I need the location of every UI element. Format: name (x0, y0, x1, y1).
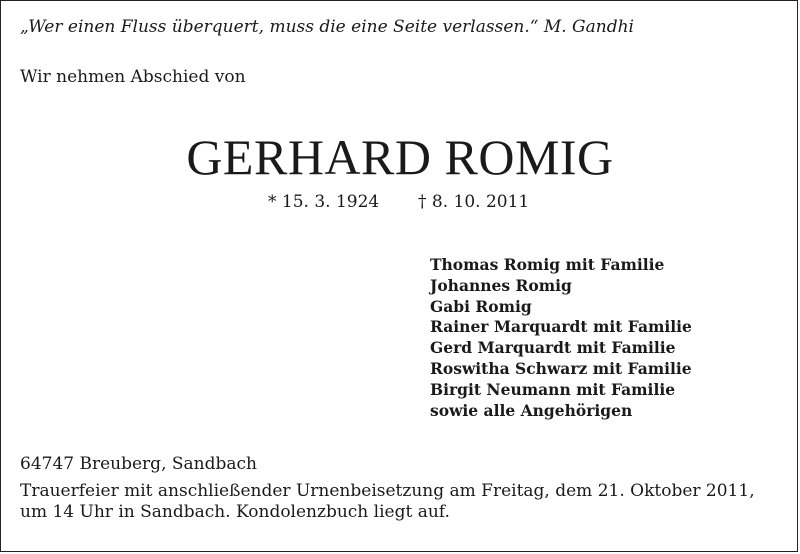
mourner-item: sowie alle Angehörigen (430, 400, 633, 420)
deceased-name: GERHARD ROMIG (186, 129, 614, 185)
gandhi-quote: „Wer einen Fluss überquert, muss die eine Seite verlassen.“ M. Gandhi (20, 17, 634, 37)
place-line: 64747 Breuberg, Sandbach (20, 454, 257, 474)
mourner-item: Rainer Marquardt mit Familie (430, 317, 692, 337)
farewell-intro: Wir nehmen Abschied von (20, 67, 246, 87)
death-date: † 8. 10. 2011 (418, 192, 530, 212)
mourner-item: Gerd Marquardt mit Familie (430, 338, 676, 358)
ceremony-info (20, 481, 785, 523)
mourner-item: Birgit Neumann mit Familie (430, 379, 676, 399)
mourner-item: Johannes Romig (430, 275, 572, 295)
mourners-list (430, 255, 692, 421)
ceremony-line: Trauerfeier mit anschließender Urnenbeisetzung am Freitag, dem 21. Oktober 2011, (20, 481, 755, 501)
ceremony-line: um 14 Uhr in Sandbach. Kondolenzbuch liegt auf. (20, 502, 450, 522)
birth-date: * 15. 3. 1924 (268, 192, 380, 212)
mourner-item: Roswitha Schwarz mit Familie (430, 358, 692, 378)
mourner-item: Gabi Romig (430, 296, 532, 316)
mourner-item: Thomas Romig mit Familie (430, 255, 665, 274)
